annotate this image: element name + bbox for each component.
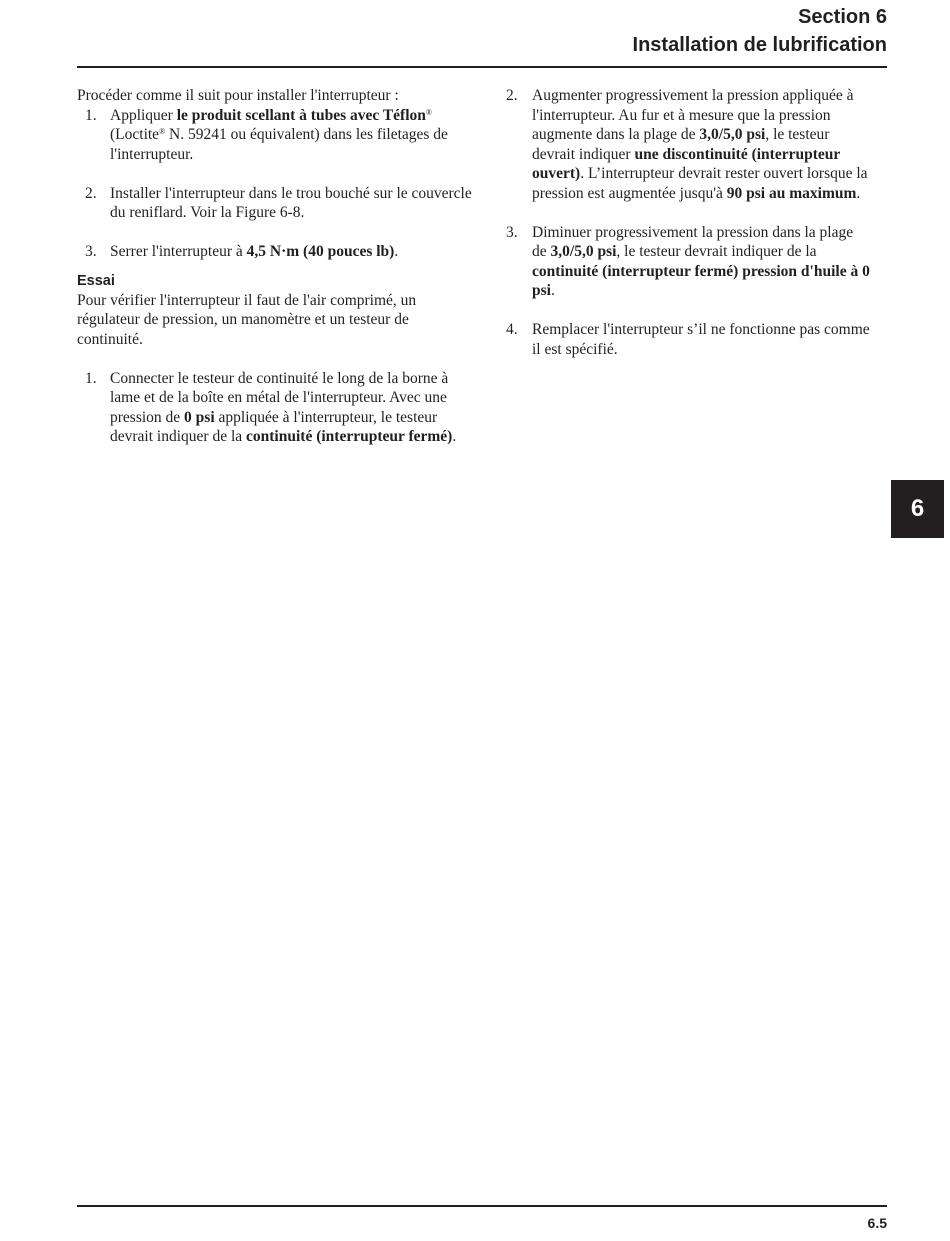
- intro-text: Procéder comme il suit pour installer l'interrupteur :: [77, 87, 399, 104]
- step-number: 1.: [85, 369, 97, 387]
- footer-divider: [77, 1205, 887, 1207]
- step-number: 4.: [506, 321, 518, 338]
- step-number: 2.: [85, 184, 97, 202]
- step-text: Connecter le testeur de continuité le long de la borne à lame et de la boîte en métal de l'interrupteur. Avec une pression de 0 psi appliquée à l'interrupteur, le testeur devrait indiquer de la continuité (interrupteur fermé).: [110, 369, 457, 445]
- install-step-1: [77, 106, 472, 165]
- step-number: 1.: [85, 106, 97, 124]
- test-step-4: [506, 320, 871, 359]
- section-label: Section 6: [798, 6, 887, 28]
- step-number: 2.: [506, 87, 518, 104]
- left-column: [77, 86, 472, 447]
- registered-mark: ®: [159, 127, 166, 136]
- step-text: Remplacer l'interrupteur s’il ne fonctionne pas comme il est spécifié.: [532, 321, 870, 358]
- page-header: [633, 3, 887, 59]
- step-number: 3.: [85, 243, 97, 260]
- test-intro: Pour vérifier l'interrupteur il faut de l'air comprimé, un régulateur de pression, un manomètre et un testeur de continuité.: [77, 291, 417, 348]
- step-text: Diminuer progressivement la pression dans la plage de 3,0/5,0 psi, le testeur devrait indiquer de la continuité (interrupteur fermé) pression d'huile à 0 psi.: [532, 223, 870, 299]
- right-column: [506, 86, 871, 359]
- page-number: 6.5: [867, 1215, 887, 1231]
- test-step-3: [506, 223, 871, 301]
- step-text: Augmenter progressivement la pression appliquée à l'interrupteur. Au fur et à mesure que la pression augmente dans la plage de 3,0/5,0 psi, le testeur devrait indiquer une discontinuité (interrupteur ouvert). L’interrupteur devrait rester ouvert lorsque la pression est augmentée jusqu'à 90 psi au maximum.: [532, 87, 868, 202]
- section-title: Installation de lubrification: [632, 34, 887, 56]
- step-text: Appliquer le produit scellant à tubes avec Téflon® (Loctite® N. 59241 ou équivalent) dans les filetages de l'interrupteur.: [110, 106, 448, 163]
- test-step-2: [506, 86, 871, 203]
- test-step-1: [77, 369, 472, 447]
- install-step-2: [77, 184, 472, 223]
- test-heading: Essai: [77, 272, 115, 289]
- install-step-3: [77, 242, 472, 262]
- step-number: 3.: [506, 223, 518, 241]
- step-text: Serrer l'interrupteur à 4,5 N·m (40 pouces lb).: [110, 243, 399, 260]
- step-text: Installer l'interrupteur dans le trou bouché sur le couvercle du reniflard. Voir la Figure 6-8.: [110, 184, 472, 221]
- header-divider: [77, 66, 887, 68]
- section-tab: 6: [891, 480, 944, 538]
- registered-mark: ®: [425, 107, 432, 117]
